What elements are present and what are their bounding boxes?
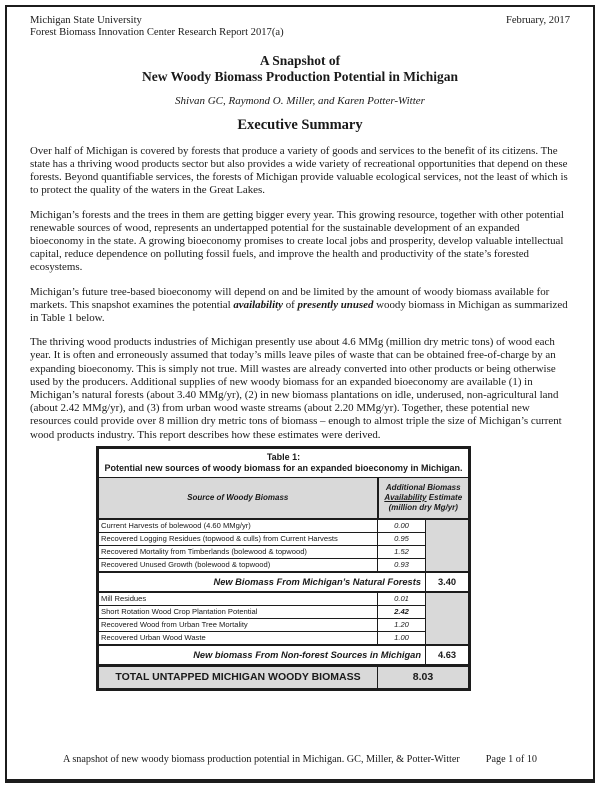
- page-frame: [5, 5, 595, 783]
- paragraph-3-text: of: [282, 298, 298, 311]
- paragraph-2: Michigan’s forests and the trees in them are getting bigger every year. This growing resource, together with other potential renewable sources of wood, represents an undertapped potential for the sustainable development of an expanded bioeconomy in the state. A growing bioeconomy promises to create local jobs and prosperity, develop valuable intellectual capital, reduce dependence on polluting fossil fuels, and improve the health and productivity of the state’s forested ecosystems.: [30, 208, 564, 274]
- subtotal-label: New biomass From Non-forest Sources in Michigan: [98, 645, 426, 666]
- table-row: [98, 545, 470, 558]
- table-row: [98, 519, 470, 533]
- subtotal-value: 4.63: [426, 645, 470, 666]
- row-label: Current Harvests of bolewood (4.60 MMg/yr): [98, 519, 378, 533]
- total-label: TOTAL UNTAPPED MICHIGAN WOODY BIOMASS: [98, 665, 378, 689]
- table-row: [98, 558, 470, 572]
- subtotal-label: New Biomass From Michigan’s Natural Forests: [98, 572, 426, 592]
- row-value: 1.20: [378, 618, 426, 631]
- row-value: 0.93: [378, 558, 426, 572]
- report-series: Forest Biomass Innovation Center Research Report 2017(a): [30, 27, 284, 39]
- document-title-line2: New Woody Biomass Production Potential in Michigan: [141, 68, 459, 84]
- report-date: February, 2017: [505, 15, 570, 26]
- section-heading: Executive Summary: [237, 116, 363, 133]
- table-row: [98, 631, 470, 645]
- row-value: 0.95: [378, 532, 426, 545]
- column-header-availability: Availability: [384, 492, 427, 502]
- total-value: 8.03: [378, 665, 470, 689]
- paragraph-3-emphasis-availability: availability: [233, 298, 283, 311]
- table-title-cell: [98, 447, 470, 477]
- row-label: Recovered Urban Wood Waste: [98, 631, 378, 645]
- report-header: [30, 15, 570, 40]
- paragraph-1: Over half of Michigan is covered by forests that produce a variety of goods and services to the benefit of its citizens. The state has a thriving wood products sector but also provides a wide variety of recreational opportunities that depend on these forests. Beyond quantifiable services, the forests of Michigan provide valuable ecological services, not the least of which is to protect the quality of the waters in the Great Lakes.: [30, 144, 568, 197]
- table-title-row: [98, 447, 470, 477]
- table-row: [98, 532, 470, 545]
- paragraph-4: The thriving wood products industries of Michigan presently use about 4.6 MMg (million dry metric tons) of wood each year. It is often and erroneously assumed that today’s mills leave piles of waste that can be obtained free-of-charge by an expanding bioeconomy. This is simply not true. Mill wastes are already converted into other products or being otherwise used by the producers. Additional supplies of new woody biomass for an expanded bioeconomy are available (1) in Michigan’s natural forests (about 3.40 MMg/yr), (2) in new biomass plantations on idle, underused, non-agricultural land (about 2.42 MMg/yr), and (3) from urban wood waste streams (about 2.20 MMg/yr). Together, these potential new resources could provide over 8 million dry metric tons of biomass – enough to almost triple the size of Michigan’s current wood products industry. This report describes how these estimates were derived.: [30, 336, 562, 441]
- subtotal-row-non-forest: [98, 645, 470, 666]
- column-header-estimate-line1: Additional Biomass: [385, 482, 461, 492]
- table-column-header-row: [98, 477, 470, 519]
- paragraph-3-text: Michigan’s future tree-based bioeconomy will depend on and be limited by the amount of woody biomass available for markets. This snapshot examines the potential: [30, 285, 550, 311]
- table-row: [98, 605, 470, 618]
- shaded-spacer-cell: [426, 519, 470, 572]
- column-header-source: Source of Woody Biomass: [98, 477, 378, 519]
- column-header-estimate-line2: [381, 493, 467, 503]
- organization-name: Michigan State University: [30, 15, 142, 26]
- row-value: 1.52: [378, 545, 426, 558]
- report-header-left: [30, 15, 284, 40]
- column-header-estimate: [378, 477, 470, 519]
- column-header-units: (million dry Mg/yr): [388, 502, 458, 512]
- row-label: Recovered Logging Residues (topwood & culls) from Current Harvests: [98, 532, 378, 545]
- row-label: Recovered Mortality from Timberlands (bolewood & topwood): [98, 545, 378, 558]
- shaded-spacer-cell: [426, 592, 470, 645]
- paragraph-3-text: woody biomass in Michigan as summarized in Table 1 below.: [30, 298, 568, 325]
- row-label: Recovered Unused Growth (bolewood & topwood): [98, 558, 378, 572]
- table-row: [98, 618, 470, 631]
- paragraph-3-emphasis-presently-unused: presently unused: [297, 298, 374, 311]
- paragraph-3: [30, 286, 570, 326]
- subtotal-value: 3.40: [426, 572, 470, 592]
- subtotal-row-natural-forests: [98, 572, 470, 592]
- authors-line: Shivan GC, Raymond O. Miller, and Karen Potter-Witter: [175, 94, 425, 107]
- document-title: [30, 53, 570, 85]
- footer-page-number: Page 1 of 10: [485, 754, 538, 765]
- table-row: [98, 592, 470, 606]
- page-footer: [30, 754, 570, 767]
- table-title: Table 1:: [266, 451, 301, 462]
- column-header-estimate-word: Estimate: [426, 492, 463, 502]
- row-value: 2.42: [378, 605, 426, 618]
- footer-citation: A snapshot of new woody biomass production potential in Michigan. GC, Miller, & Potter-Witter: [62, 754, 460, 765]
- table-1: [96, 446, 471, 691]
- row-label: Recovered Wood from Urban Tree Mortality: [98, 618, 378, 631]
- row-label: Mill Residues: [98, 592, 378, 606]
- total-row: [98, 665, 470, 689]
- row-value: 0.01: [378, 592, 426, 606]
- document-title-line1: A Snapshot of: [259, 52, 341, 68]
- row-value: 1.00: [378, 631, 426, 645]
- row-value: 0.00: [378, 519, 426, 533]
- table-subtitle: Potential new sources of woody biomass for an expanded bioeconomy in Michigan.: [104, 462, 463, 473]
- row-label: Short Rotation Wood Crop Plantation Potential: [98, 605, 378, 618]
